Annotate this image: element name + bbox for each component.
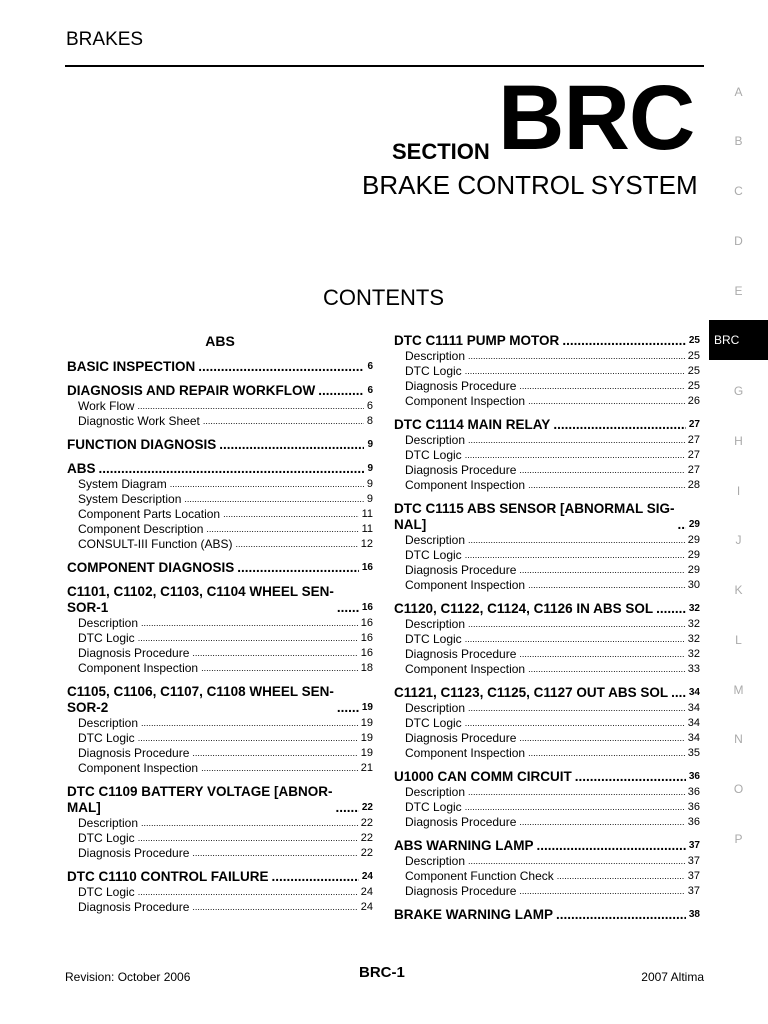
toc-entry-title: Component Function Check — [405, 869, 554, 883]
toc-chapter-link[interactable] — [67, 437, 373, 453]
toc-entry-title: Diagnosis Procedure — [78, 746, 190, 760]
toc-entry-title: Component Inspection — [78, 661, 199, 675]
dot-leader — [141, 716, 358, 731]
toc-page-number: 37 — [687, 870, 700, 882]
toc-page-number: 11 — [361, 508, 373, 520]
toc-entry[interactable] — [67, 646, 373, 661]
dot-leader — [465, 548, 685, 563]
toc-page-number: 6 — [367, 385, 373, 396]
dot-leader — [192, 846, 357, 861]
toc-entry-title: Description — [405, 854, 466, 868]
toc-entry[interactable] — [67, 900, 373, 915]
dot-leader — [170, 477, 364, 492]
toc-entry[interactable] — [67, 616, 373, 631]
toc-page-number: 27 — [687, 434, 700, 446]
toc-page-number: 37 — [687, 855, 700, 867]
toc-entry-title: DTC Logic — [405, 716, 462, 730]
toc-entry[interactable] — [394, 394, 700, 409]
toc-entry-title: Description — [405, 533, 466, 547]
toc-entry[interactable] — [67, 831, 373, 846]
dot-leader — [519, 463, 684, 478]
toc-entry[interactable] — [394, 448, 700, 463]
toc-chapter-title: DTC C1109 BATTERY VOLTAGE [ABNOR- MAL] — [67, 784, 333, 815]
toc-entry-title: Component Description — [78, 522, 204, 536]
toc-page-number: 32 — [687, 633, 700, 645]
toc-entry[interactable] — [394, 433, 700, 448]
dot-leader — [528, 478, 685, 493]
toc-page-number: 11 — [361, 523, 373, 535]
dot-leader — [465, 800, 685, 815]
toc-entry[interactable] — [67, 731, 373, 746]
toc-entry-title: DTC Logic — [405, 800, 462, 814]
dot-leader — [671, 685, 686, 701]
toc-page-number: 26 — [687, 395, 700, 407]
toc-chapter — [67, 359, 373, 375]
toc-entry-title: Diagnosis Procedure — [405, 463, 517, 477]
dot-leader — [528, 578, 685, 593]
toc-page-number: 25 — [687, 365, 700, 377]
dot-leader — [465, 448, 685, 463]
dot-leader — [223, 507, 358, 522]
toc-chapter-link[interactable] — [67, 684, 373, 716]
toc-chapter-title: C1120, C1122, C1124, C1126 IN ABS SOL — [394, 601, 654, 616]
section-tabs — [709, 0, 768, 1024]
toc-entry-title: Component Inspection — [405, 746, 526, 760]
toc-entry[interactable] — [67, 761, 373, 776]
toc-entry[interactable] — [67, 661, 373, 676]
dot-leader — [678, 517, 686, 533]
toc-entry[interactable] — [394, 854, 700, 869]
toc-entry-title: Component Inspection — [405, 662, 526, 676]
toc-entry-title: Description — [405, 617, 466, 631]
toc-page-number: 34 — [688, 687, 700, 698]
toc-entry-title: System Description — [78, 492, 182, 506]
toc-entry[interactable] — [67, 522, 373, 537]
dot-leader — [138, 731, 358, 746]
toc-entry[interactable] — [67, 816, 373, 831]
toc-chapter-title: ABS — [67, 461, 96, 476]
toc-entry-title: Diagnosis Procedure — [405, 379, 517, 393]
dot-leader — [137, 399, 363, 414]
toc-chapter-title: DTC C1110 CONTROL FAILURE — [67, 869, 269, 884]
tab-l[interactable]: L — [735, 633, 742, 647]
toc-page-number: 16 — [361, 562, 373, 573]
toc-chapter-title: C1105, C1106, C1107, C1108 WHEEL SEN- SOR-2 — [67, 684, 334, 715]
dot-leader — [203, 414, 364, 429]
toc-left-column — [67, 333, 373, 923]
tab-k[interactable]: K — [734, 583, 743, 597]
toc-entry[interactable] — [67, 537, 373, 552]
toc-entry-title: DTC Logic — [405, 364, 462, 378]
dot-leader — [528, 746, 685, 761]
toc-chapter-title: C1121, C1123, C1125, C1127 OUT ABS SOL — [394, 685, 669, 700]
dot-leader — [337, 700, 359, 716]
dot-leader — [219, 437, 364, 453]
toc-page-number: 33 — [687, 663, 700, 675]
toc-entry[interactable] — [67, 716, 373, 731]
toc-entry[interactable] — [67, 399, 373, 414]
tab-e[interactable]: E — [734, 284, 743, 298]
toc-chapter — [67, 584, 373, 676]
toc-page-number: 29 — [687, 534, 700, 546]
tab-g[interactable]: G — [733, 384, 744, 398]
dot-leader — [519, 647, 684, 662]
toc-entry[interactable] — [394, 379, 700, 394]
toc-entry-title: Diagnosis Procedure — [405, 815, 517, 829]
toc-page-number: 25 — [687, 350, 700, 362]
dot-leader — [519, 379, 684, 394]
toc-entry-title: DTC Logic — [405, 448, 462, 462]
toc-page-number: 36 — [687, 786, 700, 798]
toc-entry[interactable] — [394, 632, 700, 647]
toc-page-number: 36 — [688, 771, 700, 782]
dot-leader — [468, 854, 685, 869]
toc-entry[interactable] — [394, 364, 700, 379]
tab-h[interactable]: H — [734, 434, 743, 448]
toc-entry[interactable] — [67, 846, 373, 861]
dot-leader — [468, 533, 685, 548]
dot-leader — [99, 461, 365, 477]
toc-page-number: 32 — [688, 603, 700, 614]
toc-chapter-link[interactable] — [67, 784, 373, 816]
toc-chapter-link[interactable] — [394, 601, 700, 617]
toc-page-number: 27 — [687, 464, 700, 476]
toc-page-number: 22 — [361, 802, 373, 813]
contents-heading: CONTENTS — [323, 285, 444, 310]
toc-entry[interactable] — [67, 414, 373, 429]
toc-page-number: 9 — [366, 478, 373, 490]
toc-entry[interactable] — [394, 617, 700, 632]
toc-chapter-title: BASIC INSPECTION — [67, 359, 196, 374]
dot-leader — [528, 394, 685, 409]
toc-chapter-title: DTC C1114 MAIN RELAY — [394, 417, 551, 432]
tab-p[interactable]: P — [734, 832, 743, 846]
dot-leader — [237, 560, 359, 576]
toc-page-number: 24 — [360, 886, 373, 898]
dot-leader — [519, 563, 684, 578]
tab-m[interactable]: M — [733, 683, 744, 697]
tab-j[interactable]: J — [735, 533, 742, 547]
dot-leader — [465, 632, 685, 647]
dot-leader — [138, 631, 358, 646]
toc-entry-title: DTC Logic — [78, 831, 135, 845]
toc-chapter — [394, 769, 700, 830]
page-number: BRC-1 — [359, 964, 405, 981]
toc-page-number: 19 — [360, 732, 373, 744]
toc-entry-title: Component Parts Location — [78, 507, 221, 521]
toc-page-number: 27 — [687, 449, 700, 461]
toc-page-number: 16 — [360, 617, 373, 629]
toc-chapter-title: U1000 CAN COMM CIRCUIT — [394, 769, 572, 784]
dot-leader — [138, 885, 358, 900]
toc-chapter-link[interactable] — [394, 501, 700, 533]
tab-c[interactable]: C — [734, 184, 743, 198]
toc-page-number: 22 — [360, 847, 373, 859]
toc-chapter-link[interactable] — [67, 869, 373, 885]
toc-entry[interactable] — [67, 507, 373, 522]
toc-page-number: 37 — [688, 840, 700, 851]
toc-page-number: 35 — [687, 747, 700, 759]
dot-leader — [192, 900, 357, 915]
toc-entry[interactable] — [67, 477, 373, 492]
toc-page-number: 18 — [360, 662, 373, 674]
toc-entry-title: Diagnosis Procedure — [405, 647, 517, 661]
dot-leader — [201, 761, 358, 776]
toc-chapter-title: ABS WARNING LAMP — [394, 838, 534, 853]
toc-chapter-link[interactable] — [394, 685, 700, 701]
dot-leader — [465, 364, 685, 379]
toc-entry[interactable] — [394, 463, 700, 478]
dot-leader — [519, 815, 684, 830]
manual-category: BRAKES — [66, 29, 144, 50]
toc-chapter-link[interactable] — [394, 838, 700, 854]
toc-entry[interactable] — [394, 349, 700, 364]
toc-entry-title: Diagnosis Procedure — [405, 563, 517, 577]
dot-leader — [656, 601, 686, 617]
toc-entry-title: Component Inspection — [405, 578, 526, 592]
toc-page-number: 9 — [367, 439, 373, 450]
toc-entry-title: CONSULT-III Function (ABS) — [78, 537, 233, 551]
toc-page-number: 22 — [360, 832, 373, 844]
dot-leader — [528, 662, 685, 677]
toc-chapter-title: BRAKE WARNING LAMP — [394, 907, 553, 922]
toc-page-number: 21 — [360, 762, 373, 774]
toc-chapter — [67, 461, 373, 552]
toc-page-number: 6 — [366, 400, 373, 412]
dot-leader — [562, 333, 686, 349]
dot-leader — [138, 831, 358, 846]
toc-entry[interactable] — [67, 631, 373, 646]
toc-page-number: 29 — [687, 549, 700, 561]
tab-brc[interactable]: BRC — [709, 320, 768, 360]
dot-leader — [192, 646, 357, 661]
toc-chapter — [394, 838, 700, 899]
toc-entry[interactable] — [394, 884, 700, 899]
toc-chapter-link[interactable] — [67, 461, 373, 477]
toc-chapter-link[interactable] — [394, 417, 700, 433]
tab-a[interactable]: A — [734, 85, 743, 99]
toc-entry[interactable] — [394, 478, 700, 493]
dot-leader — [201, 661, 358, 676]
toc-page-number: 34 — [687, 702, 700, 714]
toc-entry-title: Description — [78, 716, 139, 730]
toc-chapter-link[interactable] — [67, 584, 373, 616]
toc-entry-title: Diagnosis Procedure — [78, 846, 190, 860]
toc-chapter — [67, 437, 373, 453]
tab-b[interactable]: B — [734, 134, 743, 148]
toc-entry-title: Description — [405, 785, 466, 799]
toc-chapter — [394, 333, 700, 409]
toc-entry[interactable] — [394, 800, 700, 815]
toc-entry-title: DTC Logic — [405, 632, 462, 646]
dot-leader — [519, 884, 684, 899]
toc-entry[interactable] — [394, 731, 700, 746]
toc-page-number: 12 — [360, 538, 373, 550]
toc-page-number: 29 — [688, 519, 700, 530]
dot-leader — [553, 417, 686, 433]
toc-right-column — [394, 333, 700, 931]
dot-leader — [235, 537, 357, 552]
dot-leader — [192, 746, 357, 761]
toc-chapter-link[interactable] — [394, 769, 700, 785]
toc-entry[interactable] — [67, 885, 373, 900]
dot-leader — [141, 616, 358, 631]
toc-entry-title: DTC Logic — [78, 731, 135, 745]
dot-leader — [468, 701, 685, 716]
dot-leader — [537, 838, 686, 854]
revision-date: Revision: October 2006 — [65, 970, 191, 984]
toc-entry-title: Diagnosis Procedure — [78, 900, 190, 914]
tab-n[interactable]: N — [734, 732, 743, 746]
toc-page-number: 9 — [366, 493, 373, 505]
toc-chapter-link[interactable] — [67, 560, 373, 576]
toc-entry-title: Diagnosis Procedure — [405, 884, 517, 898]
toc-page-number: 29 — [687, 564, 700, 576]
toc-chapter — [67, 869, 373, 915]
toc-entry[interactable] — [394, 533, 700, 548]
toc-entry-title: Diagnosis Procedure — [405, 731, 517, 745]
toc-chapter — [67, 684, 373, 776]
toc-entry-title: Description — [78, 616, 139, 630]
dot-leader — [519, 731, 684, 746]
toc-chapter-title: COMPONENT DIAGNOSIS — [67, 560, 235, 575]
dot-leader — [206, 522, 358, 537]
dot-leader — [198, 359, 364, 375]
toc-entry[interactable] — [394, 716, 700, 731]
dot-leader — [557, 869, 685, 884]
toc-chapter — [394, 501, 700, 593]
toc-page-number: 34 — [687, 732, 700, 744]
toc-entry-title: Diagnostic Work Sheet — [78, 414, 200, 428]
toc-chapter-title: FUNCTION DIAGNOSIS — [67, 437, 217, 452]
toc-page-number: 22 — [360, 817, 373, 829]
dot-leader — [318, 383, 364, 399]
dot-leader — [184, 492, 364, 507]
toc-entry-title: DTC Logic — [78, 885, 135, 899]
toc-entry[interactable] — [394, 647, 700, 662]
dot-leader — [468, 349, 685, 364]
dot-leader — [468, 433, 685, 448]
toc-entry-title: Diagnosis Procedure — [78, 646, 190, 660]
toc-chapter-link[interactable] — [394, 333, 700, 349]
toc-entry-title: Component Inspection — [405, 478, 526, 492]
toc-page-number: 34 — [687, 717, 700, 729]
toc-chapter — [394, 685, 700, 761]
dot-leader — [141, 816, 358, 831]
toc-page-number: 16 — [360, 632, 373, 644]
tab-d[interactable]: D — [734, 234, 743, 248]
dot-leader — [337, 600, 359, 616]
toc-page-number: 37 — [687, 885, 700, 897]
toc-entry[interactable] — [67, 492, 373, 507]
toc-page-number: 27 — [688, 419, 700, 430]
toc-page-number: 30 — [687, 579, 700, 591]
section-code: BRC — [498, 67, 695, 169]
toc-page-number: 24 — [361, 871, 373, 882]
dot-leader — [575, 769, 686, 785]
dot-leader — [465, 716, 685, 731]
toc-entry-title: DTC Logic — [78, 631, 135, 645]
toc-page-number: 16 — [360, 647, 373, 659]
toc-entry-title: Component Inspection — [405, 394, 526, 408]
toc-chapter — [67, 383, 373, 429]
toc-group-label: ABS — [205, 333, 235, 349]
toc-page-number: 24 — [360, 901, 373, 913]
toc-entry[interactable] — [67, 746, 373, 761]
toc-page-number: 9 — [367, 463, 373, 474]
toc-chapter-title: DTC C1115 ABS SENSOR [ABNORMAL SIG- NAL] — [394, 501, 675, 532]
toc-chapter — [394, 601, 700, 677]
toc-page-number: 38 — [688, 909, 700, 920]
toc-chapter-title: DIAGNOSIS AND REPAIR WORKFLOW — [67, 383, 316, 398]
toc-entry[interactable] — [394, 662, 700, 677]
toc-chapter — [67, 560, 373, 576]
toc-page-number: 19 — [360, 717, 373, 729]
toc-entry[interactable] — [394, 578, 700, 593]
toc-page-number: 19 — [361, 702, 373, 713]
toc-entry-title: System Diagram — [78, 477, 167, 491]
toc-entry-title: Component Inspection — [78, 761, 199, 775]
tab-o[interactable]: O — [733, 782, 744, 796]
vehicle-model: 2007 Altima — [641, 970, 704, 984]
section-label: SECTION — [392, 139, 490, 164]
tab-i[interactable]: I — [736, 484, 741, 498]
toc-chapter-title: C1101, C1102, C1103, C1104 WHEEL SEN- SOR-1 — [67, 584, 334, 615]
toc-entry-title: Work Flow — [78, 399, 135, 413]
dot-leader — [468, 617, 685, 632]
dot-leader — [336, 800, 359, 816]
toc-page-number: 32 — [687, 618, 700, 630]
toc-entry[interactable] — [394, 815, 700, 830]
toc-entry[interactable] — [394, 548, 700, 563]
toc-page-number: 32 — [687, 648, 700, 660]
toc-entry[interactable] — [394, 785, 700, 800]
toc-page-number: 16 — [361, 602, 373, 613]
dot-leader — [556, 907, 686, 923]
toc-page-number: 36 — [687, 801, 700, 813]
toc-entry[interactable] — [394, 869, 700, 884]
toc-entry-title: Description — [405, 349, 466, 363]
dot-leader — [468, 785, 685, 800]
toc-page-number: 25 — [687, 380, 700, 392]
toc-page-number: 8 — [366, 415, 373, 427]
toc-page-number: 36 — [687, 816, 700, 828]
toc-entry-title: DTC Logic — [405, 548, 462, 562]
toc-chapter-title: DTC C1111 PUMP MOTOR — [394, 333, 560, 348]
dot-leader — [272, 869, 359, 885]
toc-page-number: 19 — [360, 747, 373, 759]
toc-chapter — [67, 784, 373, 861]
toc-chapter-link[interactable] — [67, 359, 373, 375]
toc-chapter — [394, 417, 700, 493]
toc-entry-title: Description — [405, 433, 466, 447]
toc-chapter-link[interactable] — [394, 907, 700, 923]
toc-entry[interactable] — [394, 563, 700, 578]
toc-page-number: 25 — [688, 335, 700, 346]
toc-page-number: 28 — [687, 479, 700, 491]
toc-entry[interactable] — [394, 746, 700, 761]
toc-chapter-link[interactable] — [67, 383, 373, 399]
toc-entry[interactable] — [394, 701, 700, 716]
toc-page-number: 6 — [367, 361, 373, 372]
toc-entry-title: Description — [78, 816, 139, 830]
toc-entry-title: Description — [405, 701, 466, 715]
toc-chapter — [394, 907, 700, 923]
section-title: BRAKE CONTROL SYSTEM — [362, 170, 698, 200]
